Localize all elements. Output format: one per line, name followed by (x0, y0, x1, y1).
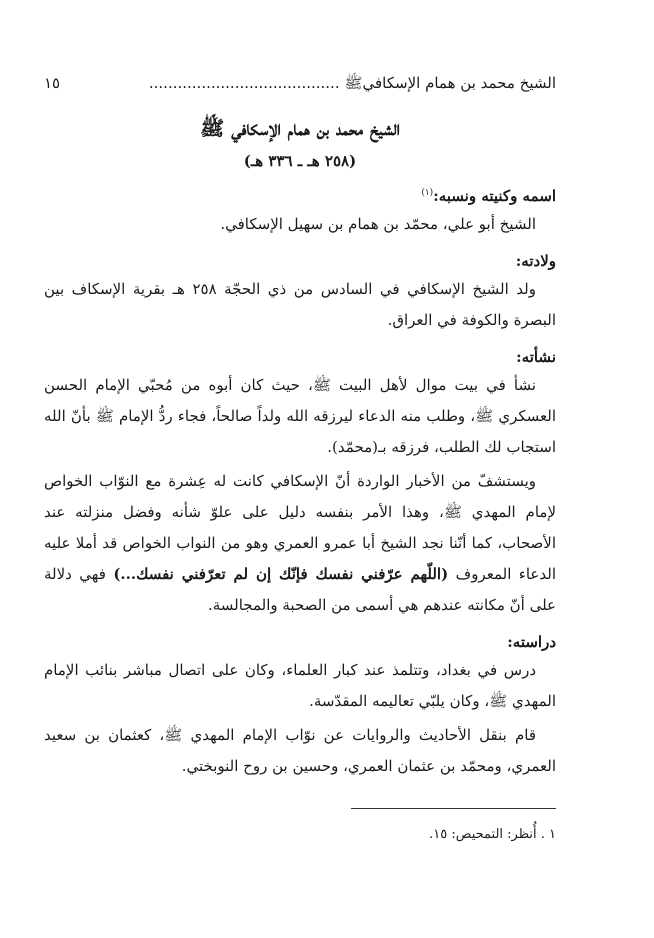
footnote-reference: (١) (421, 188, 434, 198)
footnote-divider (351, 808, 556, 809)
section-studies (44, 629, 556, 782)
section-heading: نشأته: (516, 348, 556, 366)
section-birth (44, 248, 556, 336)
paragraph: نشأ في بيت موال لأهل البيت ﷺ، حيث كان أبوه من مُحبّي الإمام الحسن العسكري ﷺ، وطلب منه الدعاء ليرزقه الله ولداً صالحاً، فجاء ردُّ الإمام ﷺ بأنّ الله استجاب لك الطلب، فرزقه بـ(محمّد). (44, 376, 556, 456)
paragraph-text: ويستشفّ من الأخبار الواردة أنّ الإسكافي كانت له عِشرة مع النوّاب الخواص لإمام المهدي ﷺ، وهذا الأمر بنفسه دليل على علوّ شأنه وفضل منزلته عند الأصحاب، كما أنّنا نجد الشيخ أبا عمرو العمري وهو من النواب الخواص قد أملا عليه الدعاء المعروف (44, 472, 556, 583)
section-heading-text: اسمه وكنيته ونسبه: (433, 187, 556, 205)
section-heading: ولادته: (515, 252, 556, 270)
paragraph-text: فهي دلالة على أنّ مكانته عندهم هي أسمى من الصحبة والمجالسة. (44, 565, 556, 614)
paragraph: درس في بغداد، وتتلمذ عند كبار العلماء، وكان على اتصال مباشر بنائب الإمام المهدي ﷺ، وكان يلبّي تعاليمه المقدّسة. (44, 661, 556, 710)
chapter-dates: (٢٥٨ هـ ـ ٣٣٦ هـ) (243, 152, 357, 170)
footnote: ١ . أُنظر: التمحيص: ١٥. (429, 827, 556, 842)
running-header (44, 72, 556, 96)
running-title: الشيخ محمد بن همام الإسكافيﷺ ........................................ (148, 74, 556, 92)
paragraph: الشيخ أبو علي، محمّد بن همام بن سهيل الإسكافي. (220, 215, 536, 233)
supplication-quote: (اللّهم عرّفني نفسك فإنّك إن لم تعرّفني نفسك...) (113, 565, 449, 583)
book-page (44, 72, 556, 847)
section-heading (44, 180, 556, 209)
section-upbringing (44, 344, 556, 621)
section-heading: دراسته: (507, 633, 556, 651)
section-name-lineage (44, 180, 556, 240)
chapter-title: الشيخ محمد بن همام الإسكافي ﷺ (200, 116, 400, 140)
paragraph (44, 466, 556, 621)
paragraph: ولد الشيخ الإسكافي في السادس من ذي الحجّة ٢٥٨ هـ بقرية الإسكاف بين البصرة والكوفة في العراق. (44, 280, 556, 329)
paragraph: قام بنقل الأحاديث والروايات عن نوّاب الإمام المهدي ﷺ، كعثمان بن سعيد العمري، ومحمّد بن عثمان العمري، وحسين بن روح النوبختي. (44, 726, 556, 775)
page-number: ١٥ (44, 74, 61, 92)
